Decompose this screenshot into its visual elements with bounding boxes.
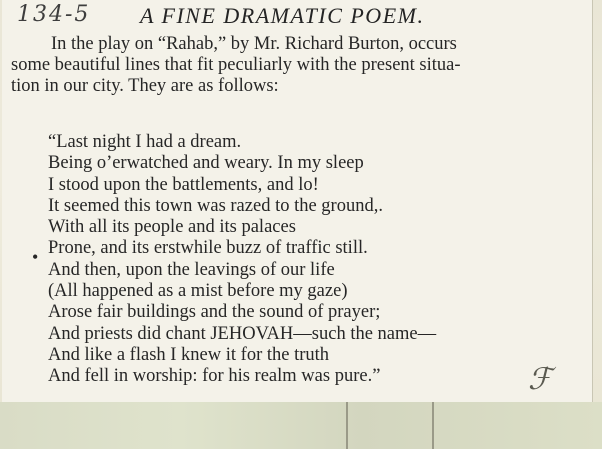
- intro-line: tion in our city. They are as follows:: [11, 76, 279, 96]
- poem-line: Being o’erwatched and weary. In my sleep: [48, 153, 364, 174]
- poem-line: Prone, and its erstwhile buzz of traffic still.: [48, 238, 368, 259]
- handwritten-annotation: 134-5: [17, 2, 91, 27]
- poem-line: (All happened as a mist before my gaze): [48, 281, 348, 302]
- poem-line: And like a flash I knew it for the truth: [48, 344, 330, 365]
- poem-line: Arose fair buildings and the sound of prayer;: [48, 302, 381, 323]
- intro-line: In the play on “Rahab,” by Mr. Richard Burton, occurs: [51, 34, 457, 54]
- tape-seam: [432, 402, 434, 449]
- poem-text: [48, 132, 436, 388]
- poem-line: And then, upon the leavings of our life: [48, 259, 335, 280]
- poem-line: With all its people and its palaces: [48, 217, 296, 238]
- poem-line: I stood upon the battlements, and lo!: [48, 174, 319, 195]
- intro-paragraph: [11, 34, 585, 97]
- tape-seam: [346, 402, 348, 449]
- poem-line: “Last night I had a dream.: [48, 132, 242, 152]
- mounting-tape: [0, 402, 602, 449]
- page-title: A FINE DRAMATIC POEM.: [140, 3, 425, 28]
- intro-line: some beautiful lines that fit peculiarly with the present situa-: [11, 55, 461, 75]
- poem-line: And fell in worship: for his realm was pure.”: [48, 366, 381, 387]
- poem-line: And priests did chant JEHOVAH—such the name—: [48, 323, 437, 344]
- poem-line: It seemed this town was razed to the ground,.: [48, 195, 383, 216]
- bullet-mark: •: [32, 247, 39, 267]
- handwritten-mark: ℱ: [528, 362, 552, 397]
